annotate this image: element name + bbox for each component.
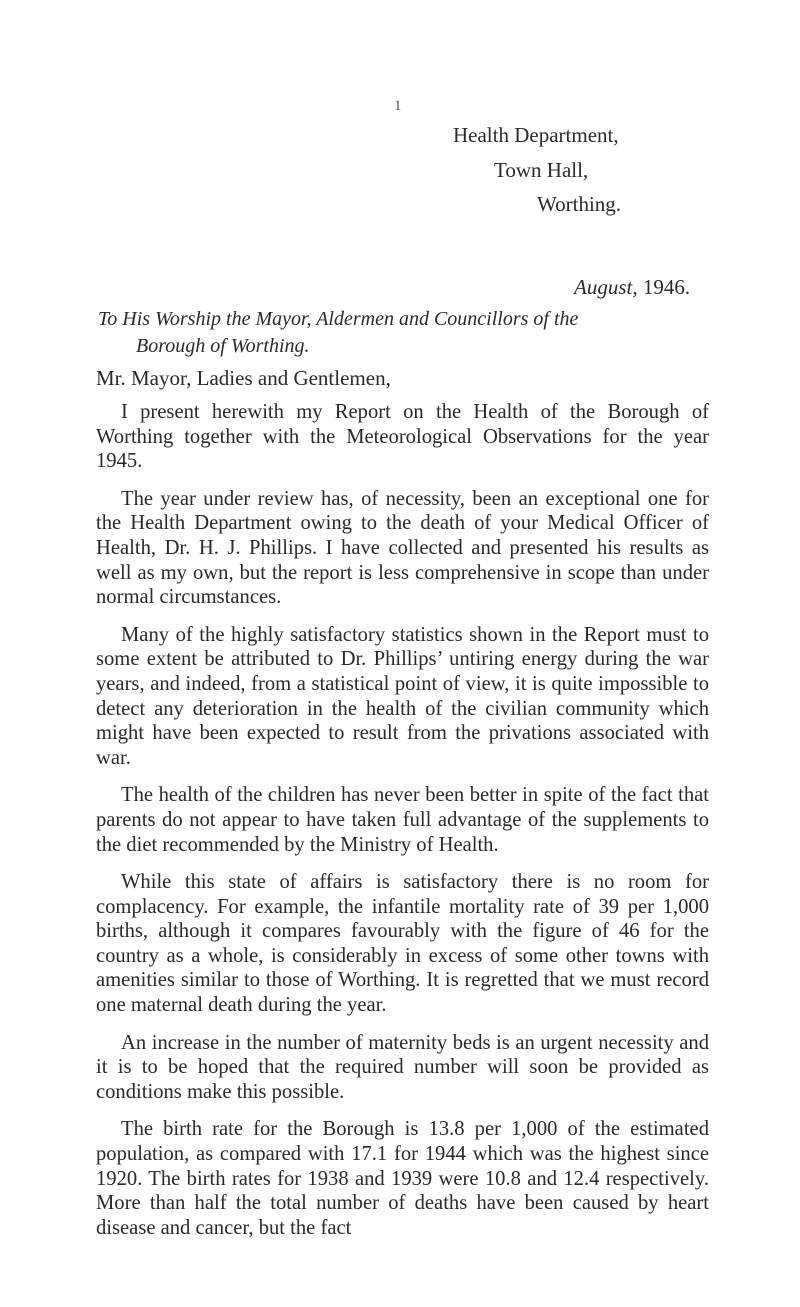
paragraph-report-intro: I present herewith my Report on the Health of the Borough of Worthing together with the Meteorological Observations for the year 1945. (96, 401, 709, 473)
date-year: 1946. (642, 275, 691, 299)
paragraph-statistics: Many of the highly satisfactory statistics shown in the Report must to some extent be attributed to Dr. Phillips’ untiring energy during the war years, and indeed, from a statistical point of view, it is quite impossible to detect any deterioration in the health of the civilian community which might have been expected to result from the privations associated with war. (96, 623, 709, 769)
date-month: August, (574, 275, 638, 299)
paragraph-birth-rate: The birth rate for the Borough is 13.8 per 1,000 of the estimated population, as compared with 17.1 for 1944 which was the highest since 1920. The birth rates for 1938 and 1939 were 10.8 and 12.4 respectively. More than half the total number of deaths have been caused by heart disease and cancer, but the fact (96, 1118, 709, 1239)
paragraph-maternity-beds: An increase in the number of maternity beds is an urgent necessity and it is to be hoped that the required number will soon be provided as conditions make this possible. (96, 1031, 709, 1103)
addressee (98, 306, 718, 360)
addressee-line-1: To His Worship the Mayor, Aldermen and Councillors of the (98, 308, 579, 330)
address-line-town: Worthing. (537, 192, 622, 216)
letter-date (574, 274, 690, 300)
address-line-department: Health Department, (453, 123, 619, 147)
paragraph-children-health: The health of the children has never been better in spite of the fact that parents do not appear to have taken full advantage of the supplements to the diet recommended by the Ministry of Health. (96, 784, 709, 856)
addressee-line-2: Borough of Worthing. (136, 335, 310, 357)
salutation: Mr. Mayor, Ladies and Gentlemen, (96, 366, 391, 390)
letter-body (96, 400, 709, 1253)
paragraph-exceptional-year: The year under review has, of necessity, been an exceptional one for the Health Department owing to the death of your Medical Officer of Health, Dr. H. J. Phillips. I have collected and presented his results as well as my own, but the report is less comprehensive in scope than under normal circumstances. (96, 487, 709, 609)
paragraph-infantile-mortality: While this state of affairs is satisfactory there is no room for complacency. For example, the infantile mortality rate of 39 per 1,000 births, although it compares favourably with the figure of 46 for the country as a whole, is considerably in excess of some other towns with amenities similar to those of Worthing. It is regretted that we must record one maternal death during the year. (96, 871, 709, 1017)
address-line-building: Town Hall, (494, 158, 589, 182)
page-number: 1 (394, 98, 402, 114)
